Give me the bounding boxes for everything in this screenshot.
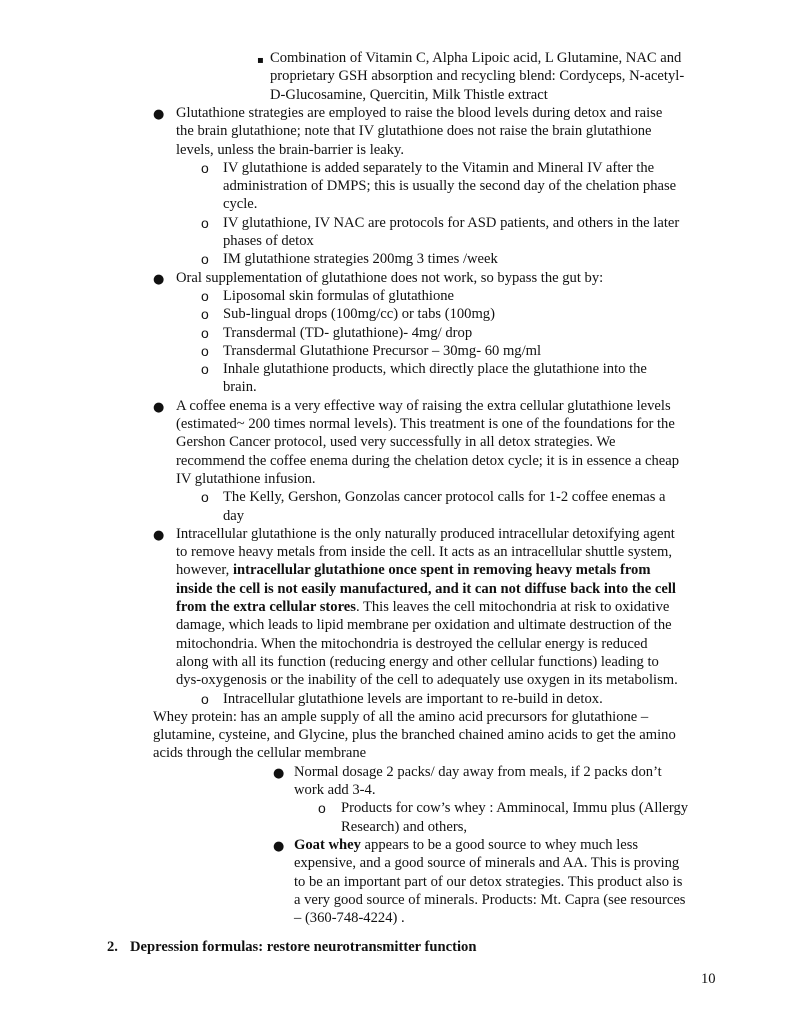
circle-bullet-icon: o <box>201 287 209 304</box>
circle-bullet-icon: o <box>201 306 209 323</box>
text-line: acids through the cellular membrane <box>153 745 367 762</box>
circle-bullet-icon: o <box>201 251 209 268</box>
bold-text: inside the cell is not easily manufactured, and it can not diffuse back into the cell <box>176 580 676 597</box>
circle-bullet-icon: o <box>201 342 209 359</box>
text-line: (estimated~ 200 times normal levels). This treatment is one of the foundations for the <box>176 416 675 432</box>
text-line <box>176 598 669 616</box>
text-line: Intracellular glutathione levels are important to re-build in detox. <box>223 690 603 707</box>
text-line: IM glutathione strategies 200mg 3 times /week <box>223 251 498 268</box>
text-line: D-Glucosamine, Quercitin, Milk Thistle extract <box>270 86 548 103</box>
text-line: Combination of Vitamin C, Alpha Lipoic acid, L Glutamine, NAC and <box>270 50 682 66</box>
text-line: Sub-lingual drops (100mg/cc) or tabs (100mg) <box>223 306 495 323</box>
text-line: brain. <box>223 379 257 396</box>
bold-text: Goat whey <box>294 836 361 853</box>
bold-text: intracellular glutathione once spent in removing heavy metals from <box>232 562 651 579</box>
text-span: . This leaves the cell mitochondria at risk to oxidative <box>355 599 670 615</box>
circle-bullet-icon: o <box>201 324 209 341</box>
square-bullet-icon: ▪ <box>257 55 264 66</box>
text-line: Intracellular glutathione is the only naturally produced intracellular detoxifying agent <box>176 525 675 542</box>
bold-text: from the extra cellular stores <box>176 599 356 615</box>
bullet-icon: ● <box>153 106 165 122</box>
text-line: Products for cow’s whey : Amminocal, Immu plus (Allergy <box>341 800 689 817</box>
circle-bullet-icon: o <box>318 800 326 817</box>
text-line: glutamine, cysteine, and Glycine, plus the branched chained amino acids to get the amino <box>153 727 676 744</box>
text-line: mitochondria. When the mitochondria is destroyed the cellular energy is reduced <box>176 635 648 652</box>
text-line: Normal dosage 2 packs/ day away from meals, if 2 packs don’t <box>294 763 662 780</box>
text-line: Glutathione strategies are employed to raise the blood levels during detox and raise <box>176 104 663 121</box>
text-line: Inhale glutathione products, which directly place the glutathione into the <box>223 361 647 378</box>
text-line: Oral supplementation of glutathione does not work, so bypass the gut by: <box>176 269 604 286</box>
text-line: to be an important part of our detox strategies. This product also is <box>294 873 683 890</box>
page-number: 10 <box>701 971 716 987</box>
circle-bullet-icon: o <box>201 690 209 707</box>
text-line: to remove heavy metals from inside the cell. It acts as an intracellular shuttle system, <box>176 544 673 561</box>
text-line: Transdermal (TD- glutathione)- 4mg/ drop <box>223 324 473 341</box>
text-line: The Kelly, Gershon, Gonzolas cancer protocol calls for 1-2 coffee enemas a <box>223 489 666 506</box>
bullet-icon: ● <box>153 399 165 415</box>
text-line: cycle. <box>223 196 258 213</box>
text-line: day <box>223 507 245 524</box>
text-line <box>176 580 676 598</box>
text-span: appears to be a good source to whey much less <box>360 836 639 853</box>
text-line: IV glutathione infusion. <box>176 470 316 487</box>
section-number: 2. <box>107 939 118 955</box>
text-line: along with all its function (reducing energy and other cellular functions) leading to <box>176 653 659 670</box>
circle-bullet-icon: o <box>201 361 209 378</box>
text-line <box>176 561 651 579</box>
text-line: administration of DMPS; this is usually the second day of the chelation phase <box>223 178 677 195</box>
text-line: – (360-748-4224) . <box>294 910 405 927</box>
text-line: A coffee enema is a very effective way of raising the extra cellular glutathione levels <box>176 397 671 414</box>
text-line: expensive, and a good source of minerals and AA. This is proving <box>294 855 680 872</box>
text-line: damage, which leads to lipid membrane per oxidation and ultimate destruction of the <box>176 617 672 634</box>
text-line: IV glutathione is added separately to the Vitamin and Mineral IV after the <box>223 159 655 176</box>
text-line: dys-oxygenosis or the inability of the cell to adequately use oxygen in its metabolism. <box>176 672 678 689</box>
text-line: phases of detox <box>223 233 314 249</box>
text-line: levels, unless the brain-barrier is leaky. <box>176 141 405 158</box>
section-heading: Depression formulas: restore neurotransmitter function <box>130 939 477 955</box>
text-line: Transdermal Glutathione Precursor – 30mg- 60 mg/ml <box>223 342 542 359</box>
bullet-icon: ● <box>273 765 285 781</box>
text-line: a very good source of minerals. Products: Mt. Capra (see resources <box>294 891 686 908</box>
text-line: work add 3-4. <box>294 782 376 798</box>
text-line: the brain glutathione; note that IV glutathione does not raise the brain glutathione <box>176 123 652 140</box>
bullet-icon: ● <box>153 271 165 287</box>
text-line: IV glutathione, IV NAC are protocols for ASD patients, and others in the later <box>223 214 680 231</box>
bullet-icon: ● <box>153 527 165 543</box>
text-line: proprietary GSH absorption and recycling blend: Cordyceps, N-acetyl- <box>270 68 685 85</box>
bullet-icon: ● <box>273 838 285 854</box>
text-line: Research) and others, <box>341 818 468 835</box>
text-line: Liposomal skin formulas of glutathione <box>223 287 455 304</box>
circle-bullet-icon: o <box>201 489 209 506</box>
circle-bullet-icon: o <box>201 214 209 231</box>
text-line: Whey protein: has an ample supply of all the amino acid precursors for glutathione – <box>153 708 649 725</box>
circle-bullet-icon: o <box>201 159 209 176</box>
text-line: recommend the coffee enema during the chelation detox cycle; it is in essence a cheap <box>176 452 679 469</box>
text-line: Gershon Cancer protocol, used very successfully in all detox strategies. We <box>176 434 616 451</box>
text-span: however, <box>176 562 233 579</box>
text-line <box>294 836 638 854</box>
